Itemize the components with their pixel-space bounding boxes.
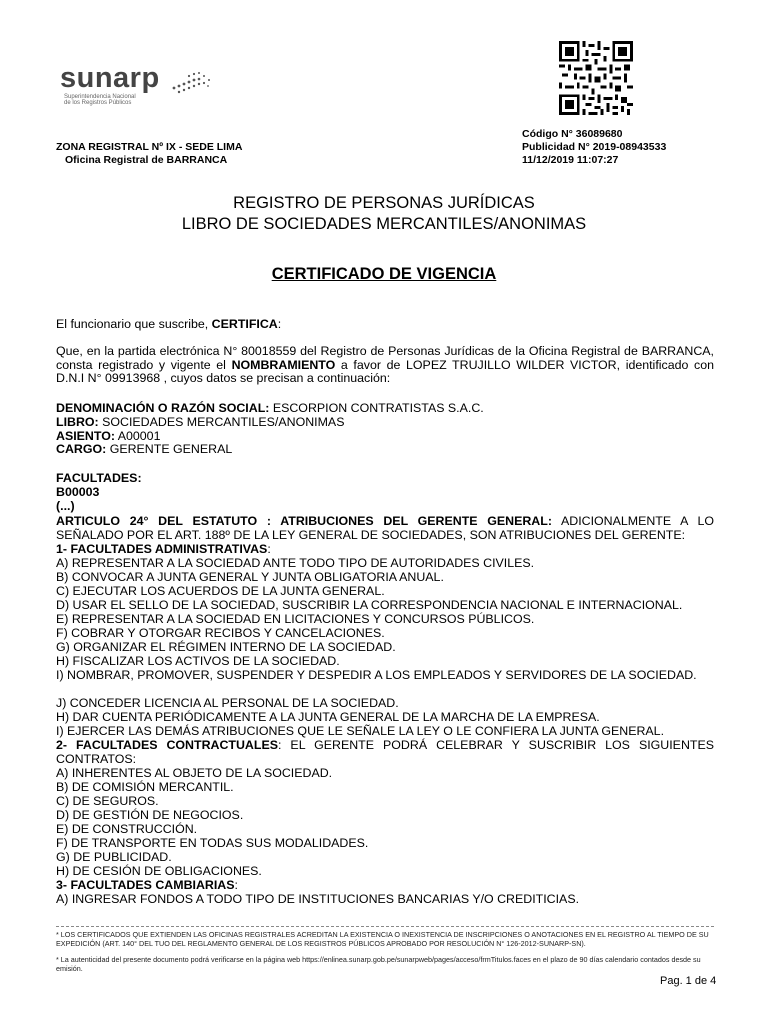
zona-registral: ZONA REGISTRAL Nº IX - SEDE LIMA <box>56 141 243 153</box>
footer-divider <box>56 926 714 927</box>
list-item: G) DE PUBLICIDAD. <box>56 850 172 864</box>
articulo-paragraph: ARTICULO 24° DEL ESTATUTO : ATRIBUCIONES DEL GERENTE GENERAL: ADICIONALMENTE A LO SEÑALADO POR EL ART. 188º DE LA LEY GENERAL DE SOCIEDADES, SON ATRIBUCIONES DEL GERENTE: <box>56 514 714 542</box>
admin-heading: 1- FACULTADES ADMINISTRATIVAS: <box>56 542 271 556</box>
oficina-registral: Oficina Registral de BARRANCA <box>65 154 228 166</box>
registry-title: REGISTRO DE PERSONAS JURÍDICAS <box>233 194 535 212</box>
list-item: I) EJERCER LAS DEMÁS ATRIBUCIONES QUE LE SEÑALE LA LEY O LE CONFIERA LA JUNTA GENERAL. <box>56 724 665 738</box>
contract-heading: 2- FACULTADES CONTRACTUALES: EL GERENTE PODRÁ CELEBRAR Y SUSCRIBIR LOS SIGUIENTES CONTRATOS: <box>56 738 714 766</box>
footer-verification-note: * La autenticidad del presente documento podrá verificarse en la página web https://enlinea.sunarp.gob.pe/sunarpweb/pages/acceso/frmTitulos.faces en el plazo de 90 días calendario contados desde su emisión. <box>56 955 701 973</box>
intro-line: El funcionario que suscribe, CERTIFICA: <box>56 317 282 331</box>
list-item: H) DAR CUENTA PERIÓDICAMENTE A LA JUNTA GENERAL DE LA MARCHA DE LA EMPRESA. <box>56 710 600 724</box>
list-item: D) DE GESTIÓN DE NEGOCIOS. <box>56 808 244 822</box>
codigo-number: Código N° 36089680 <box>522 128 623 140</box>
list-item: G) ORGANIZAR EL RÉGIMEN INTERNO DE LA SOCIEDAD. <box>56 640 396 654</box>
book-title: LIBRO DE SOCIEDADES MERCANTILES/ANONIMAS <box>181 215 587 233</box>
logo-subtitle: Superintendencia Nacional de los Registros Públicos <box>64 94 136 106</box>
facultades-ellipsis: (...) <box>56 499 75 513</box>
list-item: B) CONVOCAR A JUNTA GENERAL Y JUNTA OBLIGATORIA ANUAL. <box>56 570 444 584</box>
logo-dots-icon <box>170 66 230 96</box>
publicidad-number: Publicidad N° 2019-08943533 <box>522 141 667 153</box>
facultades-label: FACULTADES: <box>56 471 142 485</box>
certifica-label: CERTIFICA <box>211 317 278 331</box>
list-item: F) COBRAR Y OTORGAR RECIBOS Y CANCELACIONES. <box>56 626 385 640</box>
list-item: D) USAR EL SELLO DE LA SOCIEDAD, SUSCRIBIR LA CORRESPONDENCIA NACIONAL E INTERNACIONAL. <box>56 598 683 612</box>
list-item: J) CONCEDER LICENCIA AL PERSONAL DE LA SOCIEDAD. <box>56 696 399 710</box>
certificate-title: CERTIFICADO DE VIGENCIA <box>271 265 497 283</box>
list-item: C) EJECUTAR LOS ACUERDOS DE LA JUNTA GENERAL. <box>56 584 385 598</box>
que-paragraph: Que, en la partida electrónica N° 80018559 del Registro de Personas Jurídicas de la Oficina Registral de BARRANCA, consta registrado y vigente el NOMBRAMIENTO a favor de LOPEZ TRUJILLO WILDER VICTOR, identificado con D.N.I N° 09913968 , cuyos datos se precisan a continuación: <box>56 344 714 385</box>
nombramiento-label: NOMBRAMIENTO <box>231 357 336 372</box>
list-item: A) INHERENTES AL OBJETO DE LA SOCIEDAD. <box>56 766 333 780</box>
logo-wordmark: sunarp <box>60 62 160 94</box>
libro-row: LIBRO: SOCIEDADES MERCANTILES/ANONIMAS <box>56 415 345 429</box>
page-number: Pag. 1 de 4 <box>660 975 717 987</box>
list-item: H) FISCALIZAR LOS ACTIVOS DE LA SOCIEDAD. <box>56 654 340 668</box>
denominacion-row: DENOMINACIÓN O RAZÓN SOCIAL: ESCORPION CONTRATISTAS S.A.C. <box>56 401 484 415</box>
asiento-row: ASIENTO: A00001 <box>56 429 161 443</box>
issue-timestamp: 11/12/2019 11:07:27 <box>522 154 619 166</box>
sunarp-logo <box>58 60 228 108</box>
list-item: C) DE SEGUROS. <box>56 794 159 808</box>
list-item: F) DE TRANSPORTE EN TODAS SUS MODALIDADES. <box>56 836 369 850</box>
list-item: E) REPRESENTAR A LA SOCIEDAD EN LICITACIONES Y CONCURSOS PÚBLICOS. <box>56 612 535 626</box>
footer-legal-note: * LOS CERTIFICADOS QUE EXTIENDEN LAS OFICINAS REGISTRALES ACREDITAN LA EXISTENCIA O INEXISTENCIA DE INSCRIPCIONES O ANOTACIONES EN EL REGISTRO AL TIEMPO DE SU EXPEDICIÓN (ART. 140° DEL TUO DEL REGLAMENTO GENERAL DE LOS REGISTROS PÚBLICOS APROBADO POR RESOLUCIÓN N° 126-2012-SUNARP-SN). <box>56 930 709 948</box>
cambiarias-heading: 3- FACULTADES CAMBIARIAS: <box>56 878 238 892</box>
list-item: A) INGRESAR FONDOS A TODO TIPO DE INSTITUCIONES BANCARIAS Y/O CREDITICIAS. <box>56 892 580 906</box>
qr-code-icon <box>559 41 633 115</box>
facultades-asiento: B00003 <box>56 485 100 499</box>
list-item: E) DE CONSTRUCCIÓN. <box>56 822 198 836</box>
list-item: A) REPRESENTAR A LA SOCIEDAD ANTE TODO TIPO DE AUTORIDADES CIVILES. <box>56 556 535 570</box>
list-item: I) NOMBRAR, PROMOVER, SUSPENDER Y DESPEDIR A LOS EMPLEADOS Y SERVIDORES DE LA SOCIEDAD. <box>56 668 697 682</box>
cargo-row: CARGO: GERENTE GENERAL <box>56 442 233 456</box>
list-item: B) DE COMISIÓN MERCANTIL. <box>56 780 234 794</box>
list-item: H) DE CESIÓN DE OBLIGACIONES. <box>56 864 262 878</box>
